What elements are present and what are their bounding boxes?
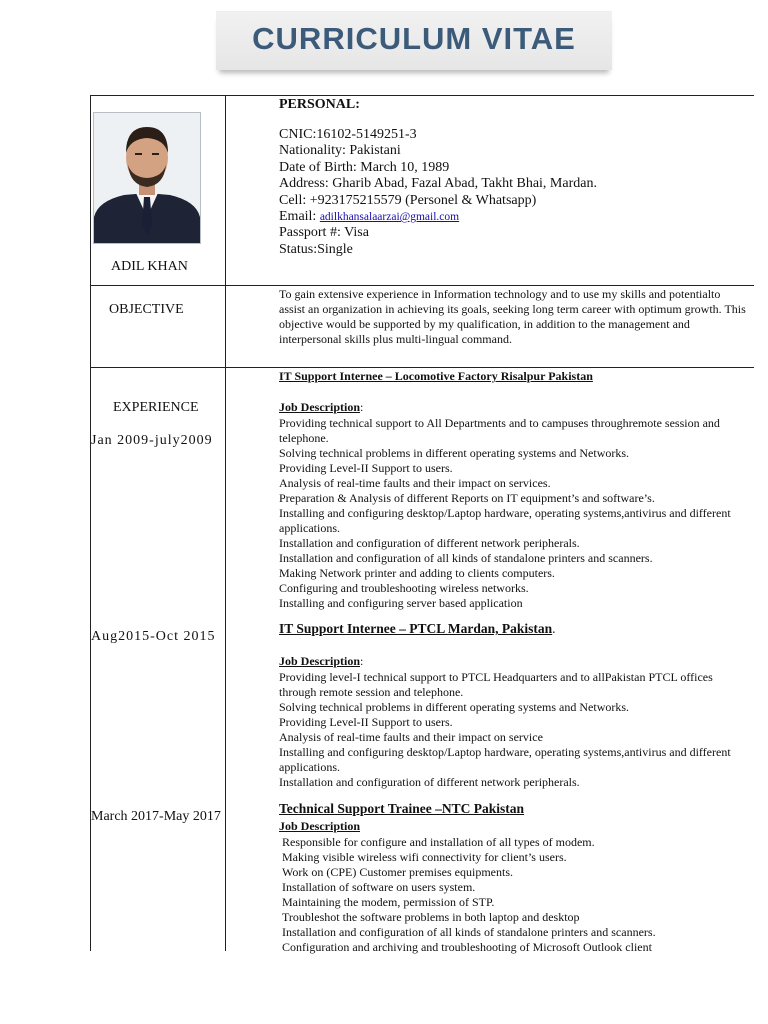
list-item: Installation and configuration of different network peripherals. (279, 775, 580, 789)
profile-photo (93, 112, 201, 244)
job-description-label: Job Description (279, 819, 360, 833)
list-item: Installation of software on users system. (282, 880, 476, 894)
email-label: Email: (279, 209, 320, 225)
objective-text: To gain extensive experience in Information technology and to use my skills and potentialto assist an organization in achieving its goals, seeking long term career with optimum growth. This objective would be supported by my qualification, in addition to the management and interpersonal skills plus multi-lingual command. (279, 287, 746, 346)
list-item: Providing level-I technical support to PTCL Headquarters and to allPakistan PTCL offices through remote session and telephone. (279, 670, 713, 699)
list-item: Installation and configuration of all kinds of standalone printers and scanners. (279, 551, 653, 565)
list-item: Solving technical problems in different operating systems and Networks. (279, 700, 630, 714)
list-item: Installing and configuring server based application (279, 596, 523, 610)
candidate-name: ADIL KHAN (111, 259, 188, 274)
personal-heading: PERSONAL: (279, 97, 360, 112)
title-banner (216, 11, 612, 70)
list-item: Solving technical problems in different operating systems and Networks. (279, 446, 630, 460)
table-divider-personal (90, 285, 754, 286)
status-line: Status:Single (279, 241, 353, 257)
list-item: Providing technical support to All Departments and to campuses throughremote session and telephone. (279, 416, 720, 445)
job-title: IT Support Internee – Locomotive Factory Risalpur Pakistan (279, 369, 593, 383)
job-title: Technical Support Trainee –NTC Pakistan (279, 801, 525, 816)
job-title: IT Support Internee – PTCL Mardan, Pakistan (279, 621, 553, 636)
job-description-heading: Job Description: (279, 400, 364, 414)
list-item: Making visible wireless wifi connectivity for client’s users. (282, 850, 567, 864)
job-entry (279, 620, 749, 790)
nationality-line: Nationality: Pakistani (279, 143, 401, 159)
job-description-label: Job Description (279, 654, 360, 668)
list-item: Providing Level-II Support to users. (279, 461, 453, 475)
list-item: Providing Level-II Support to users. (279, 715, 453, 729)
list-item: Installation and configuration of different network peripherals. (279, 536, 580, 550)
job-duties-list (279, 670, 749, 790)
address-line: Address: Gharib Abad, Fazal Abad, Takht Bhai, Mardan. (279, 176, 597, 192)
cell-line: Cell: +923175215579 (Personel & Whatsapp) (279, 192, 537, 208)
job-duties-list (279, 416, 749, 611)
job-entry (279, 369, 749, 611)
table-column-divider (225, 95, 226, 951)
job-title-line: IT Support Internee – PTCL Mardan, Pakistan. (279, 621, 556, 636)
document-title: CURRICULUM VITAE (252, 21, 576, 56)
list-item: Installing and configuring desktop/Laptop hardware, operating systems,antivirus and different applications. (279, 506, 731, 535)
experience-heading: EXPERIENCE (113, 400, 199, 415)
dob-line: Date of Birth: March 10, 1989 (279, 159, 450, 175)
job-date: Jan 2009-july2009 (91, 433, 213, 448)
job-description-label: Job Description (279, 400, 360, 414)
email-line (279, 209, 749, 225)
job-duties-list (279, 835, 749, 955)
objective-heading: OBJECTIVE (109, 302, 184, 317)
person-portrait-icon (94, 113, 200, 243)
job-description-heading (279, 817, 749, 835)
job-date: Aug2015-Oct 2015 (91, 629, 216, 644)
list-item: Making Network printer and adding to clients computers. (279, 566, 555, 580)
table-divider-objective (90, 367, 754, 368)
list-item: Troubleshot the software problems in both laptop and desktop (282, 910, 580, 924)
job-date: March 2017-May 2017 (91, 809, 221, 824)
passport-line: Passport #: Visa (279, 225, 369, 241)
email-link[interactable]: adilkhansalaarzai@gmail.com (319, 211, 460, 224)
list-item: Preparation & Analysis of different Reports on IT equipment’s and software’s. (279, 491, 655, 505)
cnic-line: CNIC:16102-5149251-3 (279, 127, 417, 142)
list-item: Analysis of real-time faults and their impact on services. (279, 476, 551, 490)
list-item: Analysis of real-time faults and their impact on service (279, 730, 543, 744)
list-item: Responsible for configure and installation of all types of modem. (282, 835, 595, 849)
list-item: Configuring and troubleshooting wireless networks. (279, 581, 529, 595)
job-entry (279, 800, 749, 955)
list-item: Work on (CPE) Customer premises equipments. (282, 865, 514, 879)
list-item: Installation and configuration of all kinds of standalone printers and scanners. (282, 925, 656, 939)
list-item: Configuration and archiving and troubleshooting of Microsoft Outlook client (282, 940, 652, 954)
personal-section (279, 96, 749, 258)
list-item: Installing and configuring desktop/Laptop hardware, operating systems,antivirus and different applications. (279, 745, 731, 774)
list-item: Maintaining the modem, permission of STP. (282, 895, 495, 909)
job-description-heading: Job Description: (279, 654, 364, 668)
